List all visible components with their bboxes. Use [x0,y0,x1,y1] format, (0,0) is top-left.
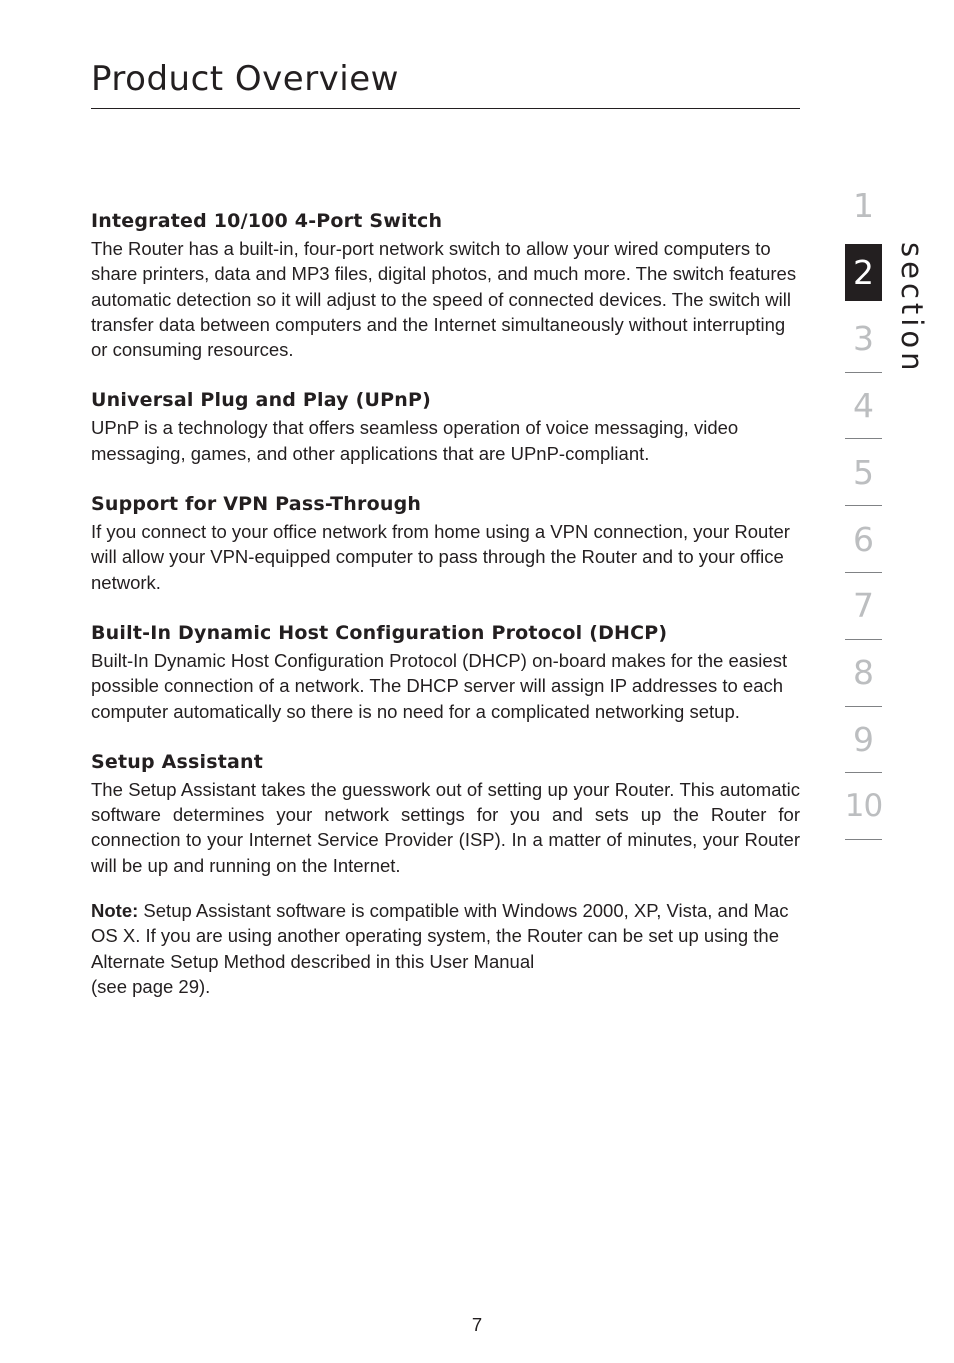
feature-section-upnp [91,385,800,466]
section-nav-item-3[interactable]: 3 [845,306,882,373]
section-nav-item-8[interactable]: 8 [845,640,882,707]
section-body: The Setup Assistant takes the guesswork out of setting up your Router. This automatic software determines your network settings for you and sets up the Router for connection to your Internet Service Provider (ISP). In a matter of minutes, your Router will be up and running on the Internet. [91,778,800,876]
note-label: Note: [91,900,139,922]
section-body: UPnP is a technology that offers seamless operation of voice messaging, video messaging, games, and other applications that are UPnP-compliant. [91,417,739,464]
title-divider [91,108,800,109]
section-body: If you connect to your office network from home using a VPN connection, your Router will allow your VPN-equipped computer to pass through the Router and to your office network. [91,521,790,593]
section-nav-item-5[interactable]: 5 [845,439,882,506]
feature-section-dhcp [91,618,800,724]
note-text: Setup Assistant software is compatible with Windows 2000, XP, Vista, and Mac OS X. If you are using another operating system, the Router can be set up using the Alternate Setup Method described in this User Manual [91,900,789,972]
section-heading: Support for VPN Pass-Through [91,493,422,516]
feature-section-setup-assistant [91,747,800,878]
section-nav-item-1[interactable]: 1 [853,185,874,225]
section-heading: Universal Plug and Play (UPnP) [91,389,431,412]
section-nav-item-10[interactable]: 10 [845,773,882,840]
feature-section-vpn [91,489,800,595]
page-title: Product Overview [91,59,399,99]
feature-section-switch [91,206,800,362]
main-content [91,206,800,999]
note-paragraph [91,898,800,999]
section-nav [845,172,882,840]
page-number: 7 [471,1314,483,1335]
note-page-reference: (see page 29). [91,975,211,997]
section-nav-item-9[interactable]: 9 [845,707,882,774]
section-nav-item-6[interactable]: 6 [845,506,882,573]
section-body: The Router has a built-in, four-port network switch to allow your wired computers to share printers, data and MP3 files, digital photos, and much more. The switch features automatic detection so it will adjust to the speed of connected devices. The switch will transfer data between computers and the Internet simultaneously without interrupting or consuming resources. [91,238,797,361]
section-nav-item-2-active[interactable]: 2 [845,244,882,301]
section-nav-item-7[interactable]: 7 [845,573,882,640]
section-heading: Built-In Dynamic Host Configuration Protocol (DHCP) [91,621,668,644]
section-heading: Setup Assistant [91,750,264,773]
section-body: Built-In Dynamic Host Configuration Protocol (DHCP) on-board makes for the easiest possible connection of a network. The DHCP server will assign IP addresses to each computer automatically so there is no need for a complicated networking setup. [91,649,788,722]
section-heading: Integrated 10/100 4-Port Switch [91,210,443,232]
section-nav-item-4[interactable]: 4 [845,373,882,440]
section-label: section [895,242,929,375]
